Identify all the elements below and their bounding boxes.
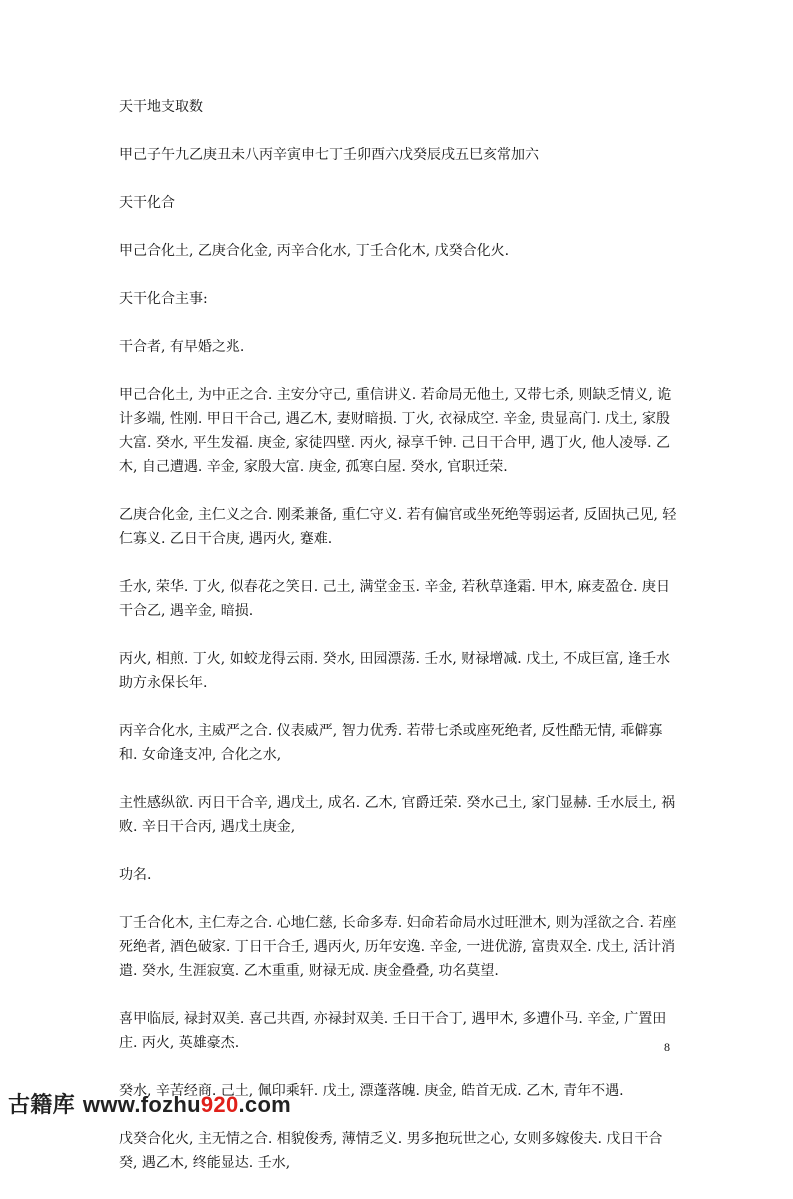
watermark-url-prefix: www.fozhu [82, 1092, 201, 1117]
paragraph: 壬水, 荣华. 丁火, 似春花之笑日. 己土, 满堂金玉. 辛金, 若秋草逢霜. 甲木, 麻麦盈仓. 庚日干合乙, 遇辛金, 暗损. [119, 579, 671, 619]
watermark-url-suffix: .com [238, 1092, 292, 1117]
watermark-url-number: 920 [200, 1092, 239, 1117]
watermark-site-name: 古籍库 [8, 1092, 75, 1117]
document-body [119, 95, 679, 1199]
paragraph: 功名. [119, 867, 152, 883]
watermark [8, 1088, 291, 1119]
paragraph: 丙辛合化水, 主威严之合. 仪表威严, 智力优秀. 若带七杀或座死绝者, 反性酷无情, 乖僻寡和. 女命逢支冲, 合化之水, [119, 723, 663, 763]
paragraph: 喜甲临辰, 禄封双美. 喜己共酉, 亦禄封双美. 壬日干合丁, 遇甲木, 多遭仆马. 辛金, 广置田庄. 丙火, 英雄豪杰. [119, 1011, 667, 1051]
heading-stem-branch-numbers: 天干地支取数 [119, 99, 203, 115]
paragraph: 主性感纵欲. 丙日干合辛, 遇戊土, 成名. 乙木, 官爵迁荣. 癸水己土, 家门显赫. 壬水辰土, 祸败. 辛日干合丙, 遇戊土庚金, [119, 795, 676, 835]
paragraph: 干合者, 有早婚之兆. [119, 339, 245, 355]
paragraph: 甲己合化土, 乙庚合化金, 丙辛合化水, 丁壬合化木, 戊癸合化火. [119, 243, 510, 259]
page-number: 8 [664, 1040, 670, 1054]
paragraph: 丁壬合化木, 主仁寿之合. 心地仁慈, 长命多寿. 妇命若命局水过旺泄木, 则为淫欲之合. 若座死绝者, 酒色破家. 丁日干合壬, 遇丙火, 历年安逸. 辛金, 一进优游, 富贵双全. 戊土, 活计消遣. 癸水, 生涯寂寞. 乙木重重, 财禄无成. 庚金叠叠, 功名莫望. [119, 915, 677, 979]
paragraph: 甲己子午九乙庚丑未八丙辛寅申七丁壬卯酉六戊癸辰戌五巳亥常加六 [119, 147, 539, 163]
heading-stem-combination: 天干化合 [119, 195, 175, 211]
paragraph: 丙火, 相煎. 丁火, 如蛟龙得云雨. 癸水, 田园漂荡. 壬水, 财禄增减. 戊土, 不成巨富, 逢壬水助方永保长年. [119, 651, 671, 691]
paragraph: 戊癸合化火, 主无情之合. 相貌俊秀, 薄情乏义. 男多抱玩世之心, 女则多嫁俊夫. 戊日干合癸, 遇乙木, 终能显达. 壬水, [119, 1131, 663, 1171]
heading-combination-meanings: 天干化合主事: [119, 291, 208, 307]
paragraph: 乙庚合化金, 主仁义之合. 刚柔兼备, 重仁守义. 若有偏官或坐死绝等弱运者, 反固执己见, 轻仁寡义. 乙日干合庚, 遇丙火, 蹇难. [119, 507, 677, 547]
paragraph: 甲己合化土, 为中正之合. 主安分守己, 重信讲义. 若命局无他土, 又带七杀, 则缺乏情义, 诡计多端, 性刚. 甲日干合己, 遇乙木, 妻财暗损. 丁火, 衣禄成空. 辛金, 贵显高门. 戊土, 家殷大富. 癸水, 平生发福. 庚金, 家徒四壁. 丙火, 禄享千钟. 己日干合甲, 遇丁火, 他人凌辱. 乙木, 自己遭遇. 辛金, 家殷大富. 庚金, 孤寒白屋. 癸水, 官职迁荣. [119, 387, 672, 475]
paragraph: 癸水, 辛苦经商. 己土, 佩印乘轩. 戊土, 漂蓬落魄. 庚金, 皓首无成. 乙木, 青年不遇. [119, 1083, 624, 1099]
